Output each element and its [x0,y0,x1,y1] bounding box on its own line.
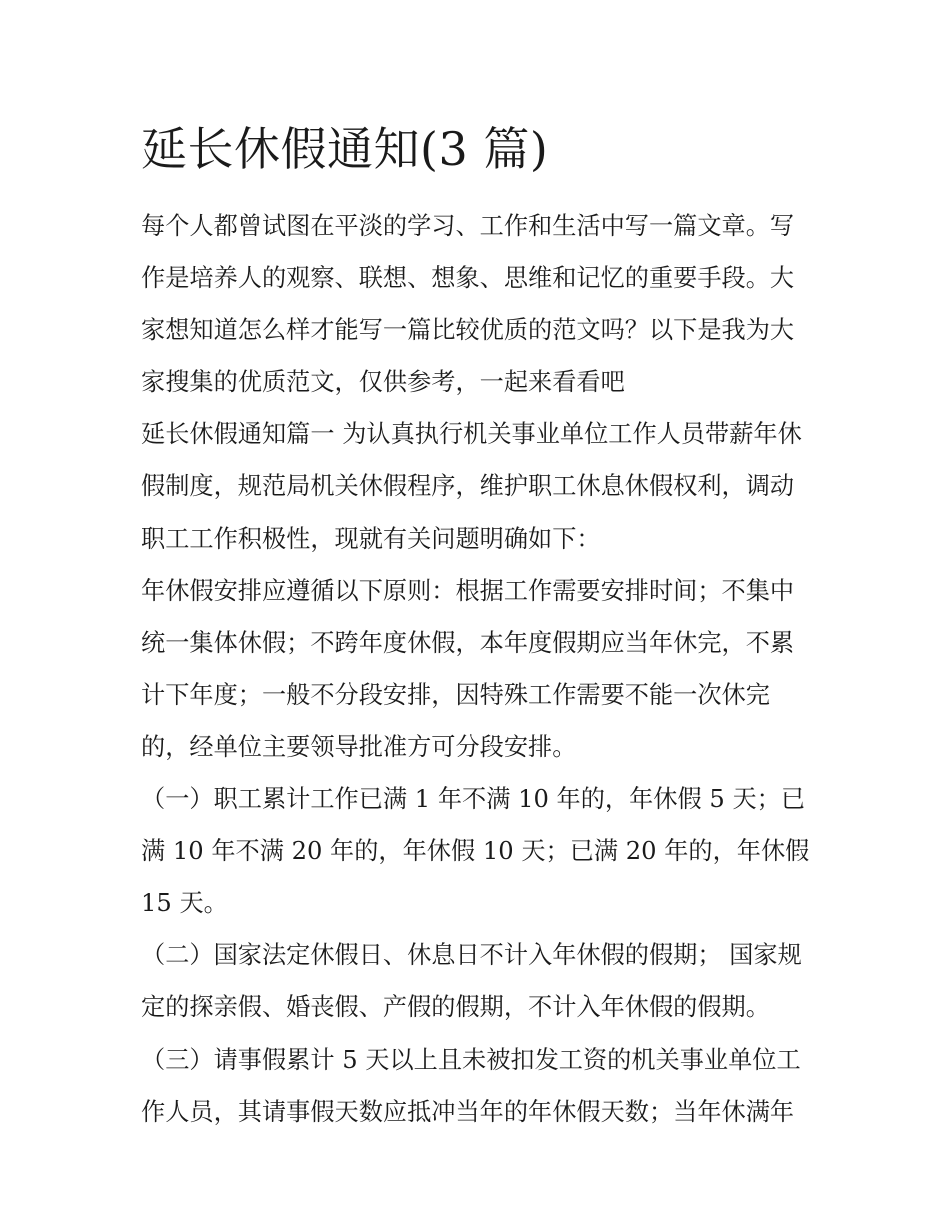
holiday-exclusion-item-2: （二）国家法定休假日、休息日不计入年休假的假期； 国家规定的探亲假、婚丧假、产假的假期，不计入年休假的假期。 [141,941,802,1022]
leave-principles-paragraph: 年休假安排应遵循以下原则：根据工作需要安排时间；不集中统一集体休假；不跨年度休假，本年度假期应当年休完，不累计下年度；一般不分段安排，因特殊工作需要不能一次休完的，经单位主要领导批准方可分段安排。 [141,576,795,761]
personal-leave-item-3: （三）请事假累计 5 天以上且未被扣发工资的机关事业单位工作人员，其请事假天数应抵冲当年的年休假天数；当年休满年 [141,1045,801,1126]
document-title: 延长休假通知(3 篇) [141,122,549,176]
document-page [141,118,813,1138]
intro-paragraph: 每个人都曾试图在平淡的学习、工作和生活中写一篇文章。写作是培养人的观察、联想、想象、思维和记忆的重要手段。大家想知道怎么样才能写一篇比较优质的范文吗？以下是我为大家搜集的优质范文，仅供参考，一起来看看吧 [141,212,795,397]
notice-opening-paragraph: 延长休假通知篇一 为认真执行机关事业单位工作人员带薪年休假制度，规范局机关休假程序，维护职工休息休假权利，调动职工工作积极性，现就有关问题明确如下： [141,420,802,553]
leave-days-item-1: （一）职工累计工作已满 1 年不满 10 年的，年休假 5 天；已满 10 年不满 20 年的，年休假 10 天；已满 20 年的，年休假 15 天。 [141,785,810,918]
